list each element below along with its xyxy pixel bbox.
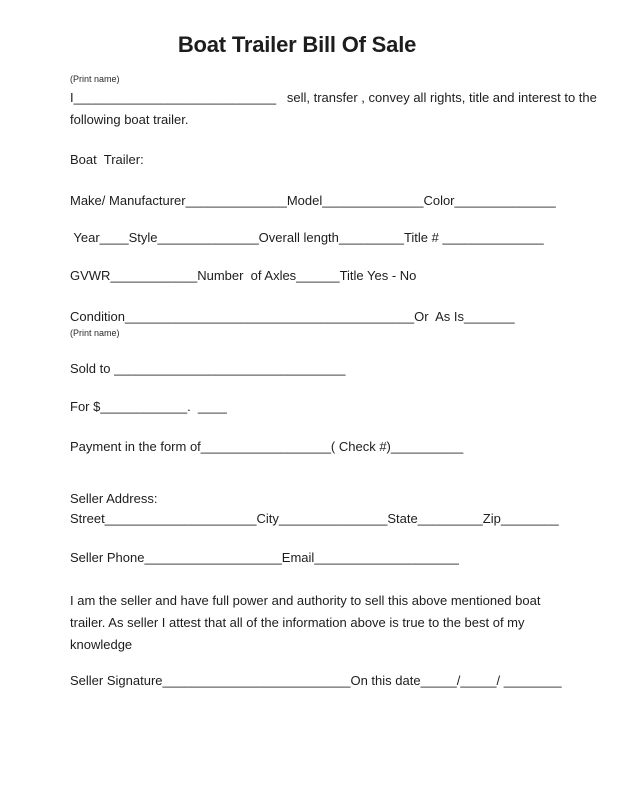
document-title: Boat Trailer Bill Of Sale (177, 32, 417, 57)
intro-line-1: I____________________________ sell, transfer , convey all rights, title and interest to the (70, 90, 597, 105)
attestation-line-2: trailer. As seller I attest that all of the information above is true to the best of my (70, 615, 525, 630)
intro-line-2: following boat trailer. (70, 112, 189, 127)
street-city-state-zip-line: Street_____________________City_______________State_________Zip________ (70, 511, 559, 526)
seller-signature-line: Seller Signature__________________________On this date_____/_____/ ________ (70, 673, 562, 688)
boat-trailer-heading: Boat Trailer: (70, 152, 144, 167)
price-line: For $____________. ____ (70, 399, 227, 414)
gvwr-axles-title-line: GVWR____________Number of Axles______Title Yes - No (70, 268, 417, 283)
print-name-note-condition: (Print name) (70, 328, 120, 338)
condition-line: Condition________________________________________Or As Is_______ (70, 309, 515, 324)
attestation-line-1: I am the seller and have full power and authority to sell this above mentioned boat (70, 593, 541, 608)
sold-to-line: Sold to ________________________________ (70, 361, 346, 376)
seller-address-heading: Seller Address: (70, 491, 158, 506)
make-model-color-line: Make/ Manufacturer______________Model______________Color______________ (70, 193, 556, 208)
year-style-length-title-line: Year____Style______________Overall length_________Title # ______________ (70, 230, 544, 245)
phone-email-line: Seller Phone___________________Email____________________ (70, 550, 459, 565)
payment-line: Payment in the form of__________________( Check #)__________ (70, 439, 464, 454)
attestation-line-3: knowledge (70, 637, 133, 652)
print-name-note-top: (Print name) (70, 74, 120, 84)
